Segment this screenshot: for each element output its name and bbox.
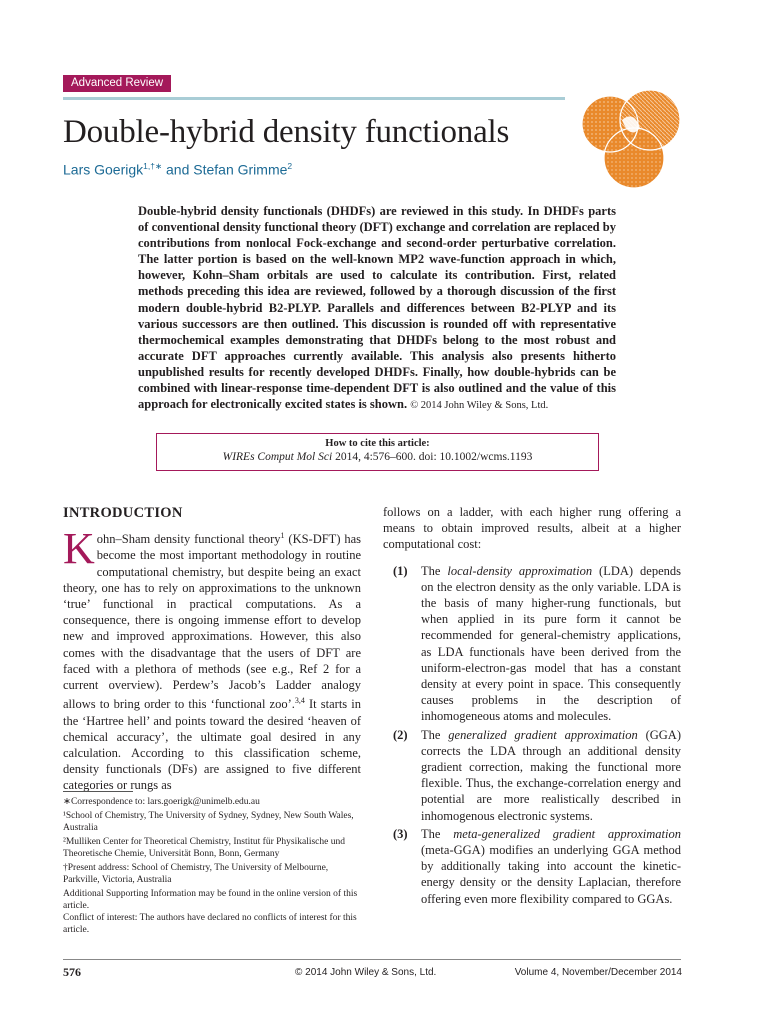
list-text: (GGA) corrects the LDA through an additional density gradient correction, making the functional more flexible. Thus, the exchange-correlation energy and potential are more realistically described in inhomogenous electronic systems. xyxy=(421,727,681,823)
citation-details: 2014, 4:576–600. doi: 10.1002/wcms.1193 xyxy=(332,451,533,463)
footnotes xyxy=(63,796,361,938)
footnote: †Present address: School of Chemistry, The University of Melbourne, Parkville, Victoria, Australia xyxy=(63,863,329,885)
citation-heading: How to cite this article: xyxy=(325,438,430,449)
list-term: generalized gradient approximation xyxy=(448,727,638,742)
list-term: meta-generalized gradient approximation xyxy=(453,826,681,841)
intro-text: ohn–Sham density functional theory xyxy=(96,532,281,547)
list-text: The xyxy=(421,563,448,578)
author-joiner: and xyxy=(162,161,194,178)
footnote: Additional Supporting Information may be found in the online version of this article. xyxy=(63,889,358,911)
right-column-intro: follows on a ladder, with each higher rung offering a means to obtain improved results, albeit at a higher computational cost: xyxy=(383,505,681,552)
author-affiliation-marks: 1,†∗ xyxy=(143,161,163,171)
left-column xyxy=(63,504,361,794)
rung-list xyxy=(383,563,681,907)
author-name[interactable]: Lars Goerigk xyxy=(63,161,144,178)
footnote-correspondence[interactable]: ∗Correspondence to: lars.goerigk@unimelb.edu.au xyxy=(63,797,260,807)
list-term: local-density approximation xyxy=(447,563,593,578)
author-name[interactable]: Stefan Grimme xyxy=(193,161,288,178)
intro-text: (KS-DFT) has become the most important methodology in routine computational chemistry, but despite being an exact theory, one has to rely on approximations to the unknown ‘true’ functional in practical computations. As a consequence, there is ongoing immense effort to develop new and improved approximations. However, this also comes with the disadvantage that the users of DFT are faced with a plethora of methods (see e.g., Ref 2 for a current overview). Perdew’s Jacob’s Ladder analogy allows to bring order to this ‘functional zoo’. xyxy=(63,532,361,712)
list-item xyxy=(383,563,681,725)
dropcap: K xyxy=(63,524,95,573)
list-text: (LDA) depends on the electron density as the only variable. LDA is the basis of many higher-rung functionals, but when applied in its pure form it cannot be recommended for general-chemistry applications, as LDA functionals have been derived from the uniform-electron-gas model that has a constant density at every point in space. This consequently causes problems in the description of inhomogeneous atoms and molecules. xyxy=(421,563,681,724)
abstract-text: Double-hybrid density functionals (DHDFs) are reviewed in this study. In DHDFs parts of conventional density functional theory (DFT) exchange and correlation are replaced by contributions from nonlocal Fock-exchange and second-order perturbative correlation. The latter portion is based on the well-known MP2 wave-function approach in which, however, Kohn–Sham orbitals are used to calculate its contribution. First, related methods preceding this idea are reviewed, followed by a thorough discussion of the first modern double-hybrid B2-PLYP. Parallels and differences between B2-PLYP and its various successors are then outlined. This discussion is rounded off with representative thermochemical examples demonstrating that DHDFs belong to the most robust and accurate DFT approaches currently available. This analysis also presents hitherto unpublished results for recently developed DHDFs. Finally, how double-hybrids can be combined with linear-response time-dependent DFT is also outlined and the value of this approach for electronically excited states is shown. xyxy=(138,204,616,412)
list-item xyxy=(383,826,681,907)
abstract-copyright: © 2014 John Wiley & Sons, Ltd. xyxy=(410,400,549,412)
reference-sup[interactable]: 1 xyxy=(280,531,285,540)
right-column xyxy=(383,504,681,909)
footnote: Conflict of interest: The authors have declared no conflicts of interest for this article. xyxy=(63,913,357,935)
abstract xyxy=(138,203,616,414)
author-affiliation-marks: 2 xyxy=(287,161,293,171)
footnote: ¹School of Chemistry, The University of Sydney, Sydney, New South Wales, Australia xyxy=(63,811,354,833)
list-number: (1) xyxy=(393,563,408,578)
list-text: The xyxy=(421,727,449,742)
intro-text: It starts in the ‘Hartree hell’ and points toward the desired ‘heaven of chemical accuracy’, the ultimate goal desired in any calculation. According to this classification scheme, density functionals (DFs) are assigned to five different categories or rungs as xyxy=(63,697,362,793)
section-heading: INTRODUCTION xyxy=(63,505,183,521)
reference-sup[interactable]: 3,4 xyxy=(294,696,305,706)
list-item xyxy=(383,727,681,824)
list-number: (3) xyxy=(393,826,408,841)
article-title: Double-hybrid density functionals xyxy=(63,114,510,150)
journal-logo-icon xyxy=(578,80,690,192)
list-text: (meta-GGA) modifies an underlying GGA method by additionally taking into account the kinetic-energy density or the density Laplacian, therefore offering even more flexibility compared to GGAs. xyxy=(421,843,681,906)
author-line xyxy=(63,161,292,178)
footnote: ²Mulliken Center for Theoretical Chemistry, Institut für Physikalische und Theoretische Chemie, Universität Bonn, Bonn, Germany xyxy=(63,837,345,859)
citation-box xyxy=(156,433,599,471)
article-type-badge: Advanced Review xyxy=(63,75,171,92)
footer-volume: Volume 4, November/December 2014 xyxy=(514,967,682,978)
citation-journal: WIREs Comput Mol Sci xyxy=(222,451,333,463)
footer-rule xyxy=(63,959,681,960)
footer-copyright: © 2014 John Wiley & Sons, Ltd. xyxy=(295,967,437,978)
intro-paragraph xyxy=(63,524,362,794)
citation-reference[interactable] xyxy=(157,450,598,465)
list-text: The xyxy=(421,826,454,841)
list-number: (2) xyxy=(393,727,408,742)
header-rule xyxy=(63,97,565,100)
page-number: 576 xyxy=(63,965,81,979)
footnote-divider xyxy=(63,791,133,792)
